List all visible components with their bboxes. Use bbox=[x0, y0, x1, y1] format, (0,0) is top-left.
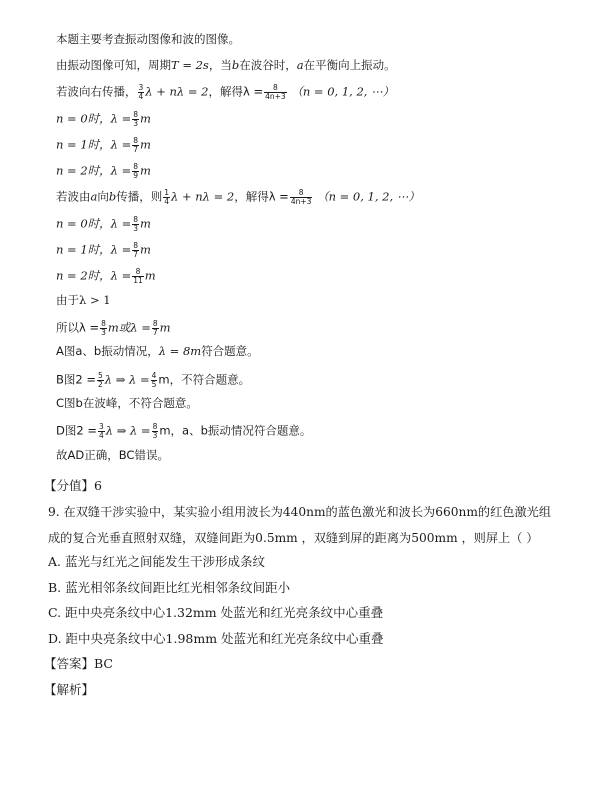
case-n: n = 0时，λ = bbox=[56, 111, 132, 126]
case-n: n = 2时，λ = bbox=[56, 163, 132, 178]
case-frac bbox=[132, 216, 139, 232]
case-frac bbox=[132, 242, 139, 258]
right-frac-a bbox=[138, 84, 145, 100]
right-eq: λ + nλ = 2 bbox=[145, 84, 209, 99]
case-n: n = 1时，λ = bbox=[56, 242, 132, 257]
left-eq-mid: ，解得λ = bbox=[234, 189, 289, 204]
opt-b-mid: λ ⇒ λ = bbox=[104, 372, 150, 387]
frac-num: 1 bbox=[164, 188, 170, 197]
opt-a-eq: λ = 8m bbox=[158, 344, 202, 358]
opt-b-frac-1 bbox=[97, 372, 104, 388]
frac-num: 8 bbox=[133, 162, 139, 171]
frac-den: 3 bbox=[133, 223, 139, 233]
frac-num: 8 bbox=[133, 215, 139, 224]
case-n: n = 2时，λ = bbox=[56, 268, 132, 283]
right-frac-b bbox=[264, 84, 287, 100]
solution-line-right-wave bbox=[56, 84, 394, 100]
since-text: 由于λ > 1 bbox=[56, 293, 111, 307]
case-frac bbox=[132, 137, 139, 153]
so-mid: m或λ = bbox=[107, 320, 151, 335]
solution-line-since bbox=[56, 295, 111, 307]
opt-b-post: m，不符合题意。 bbox=[158, 372, 251, 387]
right-case-2 bbox=[56, 163, 151, 179]
case-frac bbox=[132, 163, 139, 179]
left-frac-a bbox=[163, 189, 170, 205]
solution-line-so bbox=[56, 320, 171, 336]
frac-den: 4n+3 bbox=[265, 91, 286, 101]
frac-den: 4n+3 bbox=[290, 196, 312, 206]
frac-num: 5 bbox=[98, 371, 103, 380]
left-frac-b bbox=[290, 189, 313, 205]
frac-num: 8 bbox=[152, 422, 158, 431]
case-n: n = 1时，λ = bbox=[56, 137, 132, 152]
right-cond: （n = 0, 1, 2, ⋯） bbox=[291, 84, 395, 99]
case-unit: m bbox=[140, 163, 151, 178]
question-9-line-2: 成的复合光垂直照射双缝，双缝间距为0.5mm ，双缝到屏的距离为500mm ，则屏上（ ） bbox=[48, 531, 539, 545]
solution-line-option-c: C图b在波峰，不符合题意。 bbox=[56, 396, 198, 410]
question-option-d: D. 距中央亮条纹中心1.98mm 处蓝光和红光亮条纹中心重叠 bbox=[48, 631, 384, 646]
period-a: a bbox=[296, 58, 304, 72]
frac-den: 7 bbox=[133, 144, 139, 154]
opt-d-frac-2 bbox=[152, 423, 159, 439]
case-unit: m bbox=[140, 137, 151, 152]
frac-den: 7 bbox=[152, 327, 158, 337]
frac-num: 3 bbox=[138, 83, 144, 92]
question-9-line-1: 9. 在双缝干涉实验中，某实验小组用波长为440nm的蓝色激光和波长为660nm的红色激光组 bbox=[48, 505, 552, 519]
frac-num: 8 bbox=[264, 84, 287, 93]
left-cond: （n = 0, 1, 2, ⋯） bbox=[317, 189, 420, 204]
right-eq-mid: ，解得λ = bbox=[208, 84, 264, 99]
frac-den: 3 bbox=[152, 430, 158, 440]
case-unit: m bbox=[140, 242, 151, 257]
so-unit: m bbox=[159, 320, 171, 335]
left-b: b bbox=[108, 189, 117, 204]
opt-d-pre: D图2 = bbox=[56, 423, 97, 438]
period-post: 在平衡向上振动。 bbox=[303, 58, 396, 72]
so-pre: 所以λ = bbox=[56, 320, 100, 335]
question-option-c: C. 距中央亮条纹中心1.32mm 处蓝光和红光亮条纹中心重叠 bbox=[48, 605, 384, 620]
opt-d-frac-1 bbox=[98, 423, 105, 439]
solution-line-option-a bbox=[56, 346, 259, 358]
left-a: a bbox=[90, 189, 98, 204]
solution-line-period bbox=[56, 60, 396, 72]
opt-b-pre: B图2 = bbox=[56, 372, 96, 387]
case-unit: m bbox=[140, 216, 151, 231]
solution-line-left-wave bbox=[56, 189, 420, 205]
period-mid: ，当 bbox=[208, 58, 232, 72]
frac-num: 8 bbox=[101, 319, 106, 328]
right-pre: 若波向右传播， bbox=[56, 84, 137, 99]
period-pre: 由振动图像可知，周期 bbox=[56, 58, 171, 72]
solution-line-option-b bbox=[56, 372, 250, 388]
left-case-2 bbox=[56, 268, 156, 284]
frac-den: 4 bbox=[164, 196, 170, 206]
period-b: b bbox=[231, 58, 240, 72]
solution-line-conclusion: 故AD正确，BC错误。 bbox=[56, 448, 169, 462]
frac-den: 3 bbox=[101, 327, 106, 337]
opt-a-pre: A图a、b振动情况， bbox=[56, 344, 159, 358]
frac-num: 8 bbox=[133, 136, 139, 145]
case-n: n = 0时，λ = bbox=[56, 216, 132, 231]
period-eq: T = 2s bbox=[171, 58, 209, 72]
frac-num: 8 bbox=[133, 110, 139, 119]
case-frac bbox=[132, 111, 139, 127]
right-case-1 bbox=[56, 137, 151, 153]
left-case-0 bbox=[56, 216, 151, 232]
opt-a-post: 符合题意。 bbox=[201, 344, 259, 358]
frac-den: 4 bbox=[138, 91, 144, 101]
frac-den: 3 bbox=[133, 118, 139, 128]
solution-line-topic: 本题主要考查振动图像和波的图像。 bbox=[56, 32, 240, 46]
answer-label: 【答案】BC bbox=[44, 656, 113, 671]
frac-num: 8 bbox=[132, 268, 144, 277]
frac-den: 5 bbox=[151, 379, 157, 389]
opt-d-post: m，a、b振动情况符合题意。 bbox=[159, 423, 312, 438]
frac-num: 8 bbox=[133, 241, 139, 250]
so-frac-1 bbox=[100, 320, 107, 336]
question-option-b: B. 蓝光相邻条纹间距比红光相邻条纹间距小 bbox=[48, 580, 291, 595]
case-unit: m bbox=[144, 268, 156, 283]
left-case-1 bbox=[56, 242, 151, 258]
left-eq: λ + nλ = 2 bbox=[171, 189, 235, 204]
frac-den: 11 bbox=[133, 275, 143, 285]
left-pre: 若波由 bbox=[56, 189, 91, 204]
case-frac bbox=[132, 268, 144, 284]
frac-num: 3 bbox=[98, 422, 104, 431]
question-option-a: A. 蓝光与红光之间能发生干涉形成条纹 bbox=[48, 554, 265, 569]
score-label: 【分值】6 bbox=[44, 478, 102, 493]
opt-b-frac-2 bbox=[151, 372, 158, 388]
opt-d-mid: λ ⇒ λ = bbox=[105, 423, 151, 438]
so-frac-2 bbox=[152, 320, 159, 336]
left-mid: 向 bbox=[97, 189, 109, 204]
left-mid2: 传播，则 bbox=[116, 189, 163, 204]
period-mid2: 在波谷时， bbox=[239, 58, 297, 72]
frac-den: 2 bbox=[98, 379, 103, 389]
analysis-label: 【解析】 bbox=[44, 682, 95, 697]
frac-num: 8 bbox=[290, 189, 313, 198]
frac-den: 7 bbox=[133, 249, 139, 259]
solution-line-option-d bbox=[56, 423, 311, 439]
frac-num: 4 bbox=[151, 371, 157, 380]
frac-den: 9 bbox=[133, 170, 139, 180]
frac-num: 8 bbox=[152, 319, 158, 328]
right-case-0 bbox=[56, 111, 151, 127]
case-unit: m bbox=[140, 111, 151, 126]
frac-den: 4 bbox=[98, 430, 104, 440]
